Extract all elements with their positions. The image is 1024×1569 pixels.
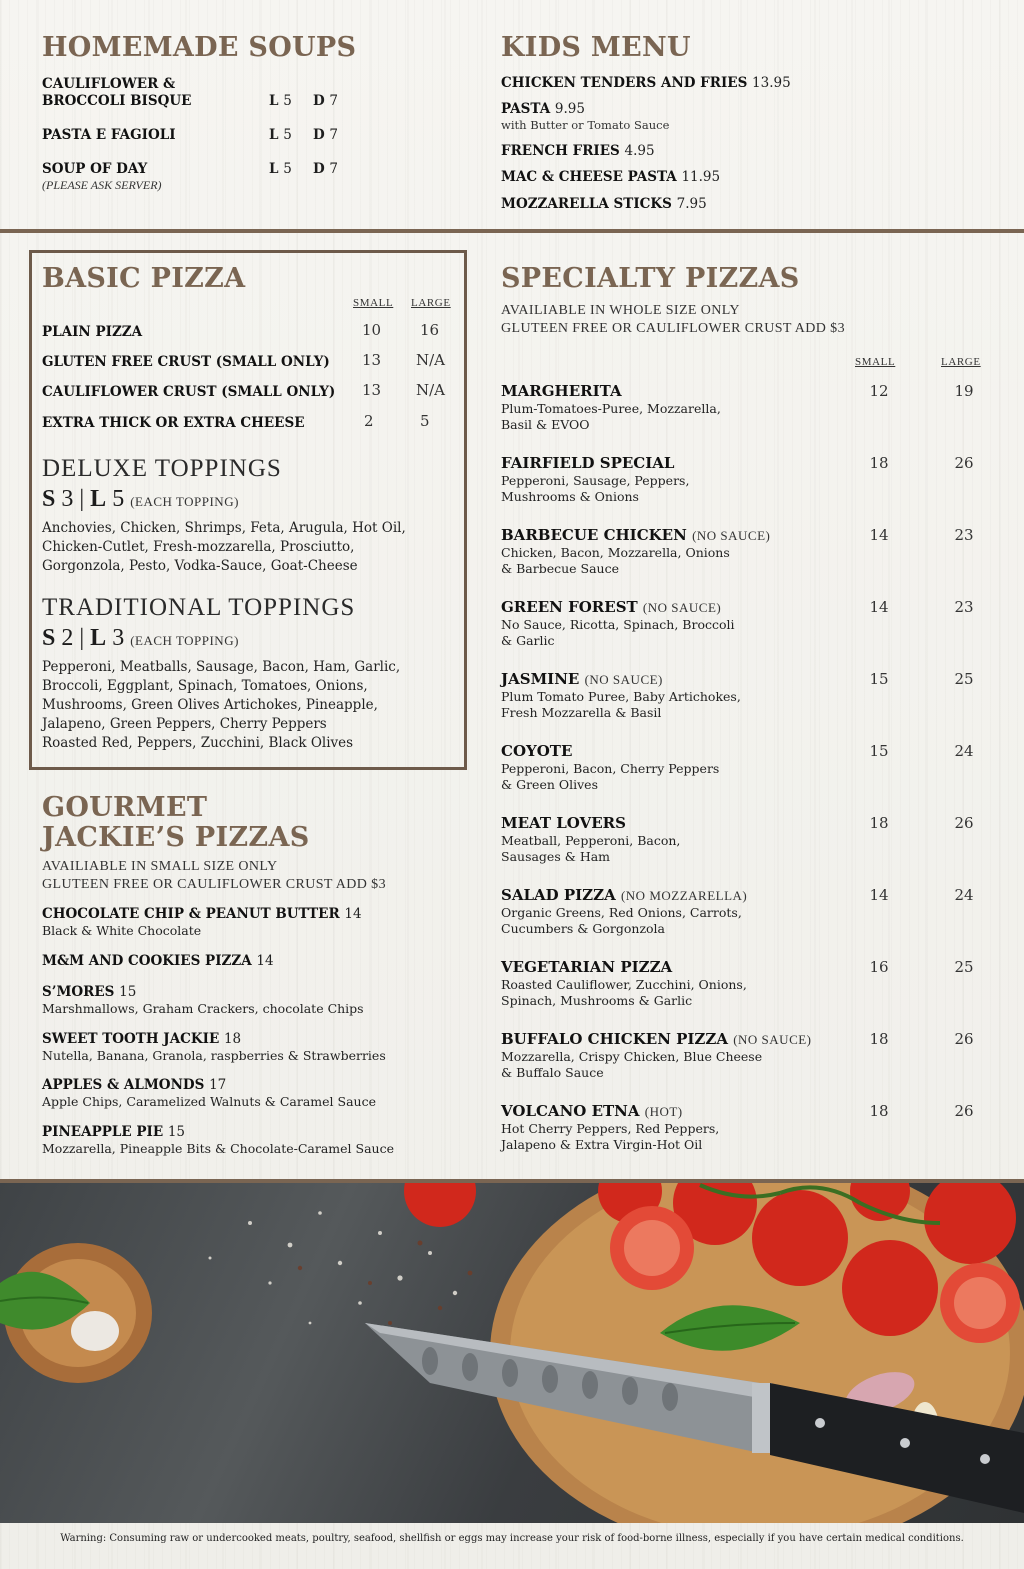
specialty-availability: AVAILIABLE IN WHOLE SIZE ONLY GLUTEEN FREE OR CAULIFLOWER CRUST ADD $3 — [501, 303, 845, 336]
specialty-small-price: 12 — [869, 382, 889, 400]
kids-item: MOZZARELLA STICKS 7.95 — [501, 196, 707, 212]
gourmet-item: S’MORES 15 Marshmallows, Graham Crackers, chocolate Chips — [42, 984, 364, 1016]
soup-lunch-price: L 5 — [269, 161, 292, 177]
specialty-desc: Meatball, Pepperoni, Bacon, — [501, 833, 681, 848]
specialty-desc: Plum-Tomatoes-Puree, Mozzarella, — [501, 401, 721, 416]
specialty-name: SALAD PIZZA — [501, 886, 616, 904]
gourmet-item: PINEAPPLE PIE 15 Mozzarella, Pineapple Bits & Chocolate-Caramel Sauce — [42, 1124, 394, 1156]
specialty-large-price: 24 — [954, 886, 974, 904]
specialty-desc: Cucumbers & Gorgonzola — [501, 921, 666, 936]
specialty-desc: Organic Greens, Red Onions, Carrots, — [501, 905, 742, 920]
specialty-large-price: 26 — [954, 1030, 974, 1048]
specialty-desc: Fresh Mozzarella & Basil — [501, 705, 662, 720]
specialty-note: (HOT) — [644, 1104, 683, 1119]
soup-name-line2: BROCCOLI BISQUE — [42, 93, 192, 109]
footer-warning: Warning: Consuming raw or undercooked meats, poultry, seafood, shellfish or eggs may increase your risk of food-borne illness, especially if you have certain medical conditions. — [60, 1533, 964, 1544]
gourmet-item: APPLES & ALMONDS 17 Apple Chips, Caramelized Walnuts & Caramel Sauce — [42, 1077, 376, 1109]
gourmet-item: SWEET TOOTH JACKIE 18 Nutella, Banana, Granola, raspberries & Strawberries — [42, 1031, 386, 1063]
specialty-desc: Plum Tomato Puree, Baby Artichokes, — [501, 689, 741, 704]
kids-title: KIDS MENU — [501, 32, 691, 63]
specialty-desc: & Garlic — [501, 633, 555, 648]
kids-item: FRENCH FRIES 4.95 — [501, 143, 655, 159]
specialty-large-price: 25 — [954, 670, 974, 688]
specialty-large-price: 26 — [954, 454, 974, 472]
deluxe-list: Anchovies, Chicken, Shrimps, Feta, Arugula, Hot Oil, Chicken-Cutlet, Fresh-mozzarella, Prosciutto, Gorgonzola, Pesto, Vodka-Sauce, Goat-Cheese — [42, 520, 406, 574]
specialty-note: (NO SAUCE) — [642, 600, 722, 615]
specialty-large-price: 19 — [954, 382, 974, 400]
specialty-large-price: 23 — [954, 598, 974, 616]
basic-pizza-title: BASIC PIZZA — [42, 263, 246, 294]
specialty-name: JASMINE — [501, 670, 580, 688]
specialty-note: (NO SAUCE) — [584, 672, 663, 687]
soup-item — [42, 161, 352, 197]
specialty-desc: Jalapeno & Extra Virgin-Hot Oil — [501, 1137, 703, 1152]
soup-name: PASTA E FAGIOLI — [42, 127, 176, 143]
specialty-small-price: 18 — [869, 814, 889, 832]
specialty-title: SPECIALTY PIZZAS — [501, 263, 800, 294]
basic-item: CAULIFLOWER CRUST (SMALL ONLY) 13 N/A — [42, 381, 446, 400]
specialty-name: COYOTE — [501, 742, 573, 760]
basic-item: PLAIN PIZZA 10 16 — [42, 321, 440, 340]
specialty-small-price: 14 — [869, 526, 889, 544]
specialty-large-price: 24 — [954, 742, 974, 760]
specialty-item — [501, 1030, 1001, 1081]
specialty-desc: & Green Olives — [501, 777, 598, 792]
specialty-item — [501, 1102, 1001, 1153]
specialty-name: MEAT LOVERS — [501, 814, 626, 832]
specialty-large-price: 23 — [954, 526, 974, 544]
specialty-name: MARGHERITA — [501, 382, 622, 400]
specialty-desc: Hot Cherry Peppers, Red Peppers, — [501, 1121, 720, 1136]
specialty-desc: & Buffalo Sauce — [501, 1065, 604, 1080]
specialty-name: VOLCANO ETNA — [501, 1102, 640, 1120]
specialty-item — [501, 814, 1001, 865]
specialty-small-price: 15 — [869, 742, 889, 760]
soup-dinner-price: D 7 — [313, 127, 339, 143]
specialty-col-small: SMALL — [855, 356, 896, 368]
soup-name: CAULIFLOWER & — [42, 76, 176, 92]
specialty-small-price: 16 — [869, 958, 889, 976]
traditional-price: S 2 | L 3 (EACH TOPPING) — [42, 625, 239, 651]
specialty-name: BARBECUE CHICKEN — [501, 526, 687, 544]
kids-item: PASTA 9.95 with Butter or Tomato Sauce — [501, 101, 670, 132]
specialty-desc: Chicken, Bacon, Mozzarella, Onions — [501, 545, 730, 560]
specialty-small-price: 18 — [869, 454, 889, 472]
specialty-item — [501, 382, 1001, 433]
kids-item: CHICKEN TENDERS AND FRIES 13.95 — [501, 75, 791, 91]
deluxe-title: DELUXE TOPPINGS — [42, 455, 282, 482]
basic-item: EXTRA THICK OR EXTRA CHEESE 2 5 — [42, 412, 430, 431]
specialty-small-price: 18 — [869, 1030, 889, 1048]
specialty-large-price: 26 — [954, 814, 974, 832]
specialty-note: (NO SAUCE) — [692, 528, 771, 543]
specialty-desc: Mushrooms & Onions — [501, 489, 639, 504]
specialty-col-large: LARGE — [941, 356, 981, 368]
specialty-large-price: 26 — [954, 1102, 974, 1120]
specialty-note: (NO MOZZARELLA) — [620, 888, 748, 903]
specialty-desc: Spinach, Mushrooms & Garlic — [501, 993, 693, 1008]
specialty-desc: Mozzarella, Crispy Chicken, Blue Cheese — [501, 1049, 763, 1064]
specialty-desc: Pepperoni, Sausage, Peppers, — [501, 473, 690, 488]
food-photo — [0, 1183, 1024, 1523]
section-divider — [0, 229, 1024, 233]
specialty-small-price: 14 — [869, 598, 889, 616]
basic-col-small: SMALL — [353, 297, 394, 309]
soup-note: (PLEASE ASK SERVER) — [42, 178, 162, 192]
specialty-name: FAIRFIELD SPECIAL — [501, 454, 675, 472]
food-photo-illustration — [0, 1183, 1024, 1523]
specialty-small-price: 14 — [869, 886, 889, 904]
specialty-desc: No Sauce, Ricotta, Spinach, Broccoli — [501, 617, 735, 632]
kids-item-desc: with Butter or Tomato Sauce — [501, 118, 670, 132]
gourmet-title: GOURMET JACKIE’S PIZZAS — [42, 792, 310, 853]
specialty-note: (NO SAUCE) — [733, 1032, 812, 1047]
specialty-item — [501, 454, 1001, 505]
gourmet-item: CHOCOLATE CHIP & PEANUT BUTTER 14 Black & White Chocolate — [42, 906, 362, 938]
specialty-small-price: 15 — [869, 670, 889, 688]
soup-item — [42, 127, 352, 147]
soup-item — [42, 76, 352, 112]
basic-col-large: LARGE — [411, 297, 451, 309]
specialty-item — [501, 670, 1001, 721]
specialty-desc: Sausages & Ham — [501, 849, 611, 864]
basic-item: GLUTEN FREE CRUST (SMALL ONLY) 13 N/A — [42, 351, 446, 370]
soup-dinner-price: D 7 — [313, 93, 339, 109]
kids-item: MAC & CHEESE PASTA 11.95 — [501, 169, 721, 185]
specialty-desc: Pepperoni, Bacon, Cherry Peppers — [501, 761, 720, 776]
gourmet-item: M&M AND COOKIES PIZZA 14 — [42, 953, 274, 969]
specialty-item — [501, 598, 1001, 649]
specialty-desc: & Barbecue Sauce — [501, 561, 619, 576]
specialty-desc: Roasted Cauliflower, Zucchini, Onions, — [501, 977, 747, 992]
specialty-item — [501, 958, 1001, 1009]
specialty-item — [501, 526, 1001, 577]
specialty-desc: Basil & EVOO — [501, 417, 590, 432]
specialty-small-price: 18 — [869, 1102, 889, 1120]
deluxe-price: S 3 | L 5 (EACH TOPPING) — [42, 486, 239, 512]
soups-title: HOMEMADE SOUPS — [42, 32, 357, 63]
soup-dinner-price: D 7 — [313, 161, 339, 177]
traditional-list: Pepperoni, Meatballs, Sausage, Bacon, Ham, Garlic, Broccoli, Eggplant, Spinach, Tomatoes, Onions, Mushrooms, Green Olives Artichokes, Pineapple, Jalapeno, Green Peppers, Cherry Peppers Roasted Red, Peppers, Zucchini, Black Olives — [42, 659, 401, 751]
soup-lunch-price: L 5 — [269, 127, 292, 143]
specialty-name: VEGETARIAN PIZZA — [501, 958, 673, 976]
soup-lunch-price: L 5 — [269, 93, 292, 109]
soup-name: SOUP OF DAY — [42, 161, 148, 177]
specialty-item — [501, 886, 1001, 937]
traditional-title: TRADITIONAL TOPPINGS — [42, 594, 356, 621]
specialty-item — [501, 742, 1001, 793]
specialty-large-price: 25 — [954, 958, 974, 976]
specialty-name: BUFFALO CHICKEN PIZZA — [501, 1030, 728, 1048]
specialty-name: GREEN FOREST — [501, 598, 638, 616]
gourmet-availability: AVAILIABLE IN SMALL SIZE ONLY GLUTEEN FREE OR CAULIFLOWER CRUST ADD $3 — [42, 859, 386, 892]
